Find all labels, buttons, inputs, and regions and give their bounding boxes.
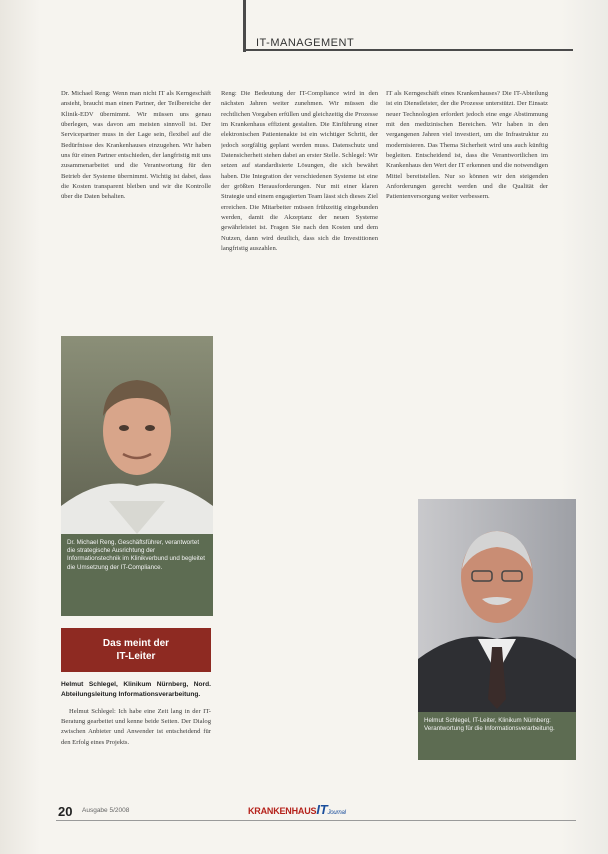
paragraph: Helmut Schlegel: Ich habe eine Zeit lang in der IT-Beratung gearbeitet und kenne beide Seiten. Der Dialog zwischen Anbieter und Anwender ist entscheidend für den Erfolg eines Projekts. — [61, 707, 211, 746]
brand-tail: Journal — [327, 810, 346, 816]
sidebar-title-line-1: Das meint der — [102, 638, 170, 649]
portrait-photo-reng — [61, 336, 213, 534]
photo-caption-2: Helmut Schlegel, IT-Leiter, Klinikum Nürnberg: Verantwortung für die Informationsverarbeitung. — [418, 712, 576, 760]
issue-label: Ausgabe 5/2008 — [82, 807, 130, 814]
paragraph: Reng: Die Bedeutung der IT-Compliance wird in den nächsten Jahren weiter zunehmen. Wir müssen die rechtlichen Vorgaben erfüllen und gleichzeitig die Prozesse im Krankenhaus effizient gestalten. Die Einführung einer elektronischen Patientenakte ist ein wichtiger Schritt, der jedoch sorgfältig geplant werden muss. Datenschutz und Datensicherheit stehen dabei an erster Stelle. Schlegel: Wir setzen auf standardisierte Lösungen, die sich bewährt haben. Die Integration der verschiedenen Systeme ist eine der größten Herausforderungen. Nur mit einer klaren Strategie und einem engagierten Team lässt sich dieses Ziel erreichen. Die Mitarbeiter müssen frühzeitig eingebunden werden, damit die Akzeptanz der neuen Systeme gewährleistet ist. Fragen Sie nach den Kosten und dem Nutzen, dann wird deutlich, dass sich die Investitionen langfristig auszahlen. — [221, 90, 378, 253]
paragraph: Dr. Michael Reng: Wenn man nicht IT als Kerngeschäft ansieht, braucht man einen Partner, der Teilbereiche der Klinik-EDV übernimmt. Wir müssen uns genau überlegen, was davon am meisten sinnvoll ist. Der Servicepartner muss in der Lage sein, flexibel auf die Bedürfnisse des Krankenhauses einzugehen. Wir haben uns für einen Partner entschieden, der langfristig mit uns zusammenarbeitet und die Verantwortung für den Betrieb der Systeme übernimmt. Wichtig ist dabei, dass die Kosten transparent bleiben und wir die Kontrolle über die Daten behalten. — [61, 90, 211, 201]
photo-caption-1: Dr. Michael Reng, Geschäftsführer, verantwortet die strategische Ausrichtung der Informationstechnik im Klinikverbund und begleitet die Umsetzung der IT-Compliance. — [61, 534, 213, 616]
article-column-1-bottom — [61, 680, 211, 840]
sidebar-title-box — [61, 628, 211, 672]
footer-rule — [56, 820, 576, 821]
header-rule-vertical — [243, 0, 246, 52]
sidebar-lead: Helmut Schlegel, Klinikum Nürnberg, Nord. Abteilungsleitung Informationsverarbeitung. — [61, 681, 211, 699]
paragraph: IT als Kerngeschäft eines Krankenhauses? Die IT-Abteilung ist ein Dienstleister, der die Prozesse unterstützt. Der Einsatz neuer Technologien erfordert jedoch eine enge Abstimmung mit den medizinischen Bereichen. Wir haben in den vergangenen Jahren viel investiert, um die Infrastruktur zu modernisieren. Das Thema Sicherheit wird uns auch künftig begleiten. Entscheidend ist, dass die Verantwortlichen im Krankenhaus den Wert der IT erkennen und die notwendigen Mittel bereitstellen. Nur so können wir den steigenden Anforderungen gerecht werden und die Qualität der Patientenversorgung weiter verbessern. — [386, 90, 548, 201]
brand-main: KRANKENHAUS — [248, 806, 317, 816]
article-column-1-top — [61, 89, 211, 329]
header-rule-horizontal — [243, 49, 573, 51]
sidebar-title-line-2: IT-Leiter — [116, 651, 156, 662]
page-number: 20 — [58, 804, 73, 819]
article-column-3 — [386, 89, 548, 491]
article-column-2 — [221, 89, 378, 841]
brand-it: IT — [316, 802, 328, 817]
section-title: IT-MANAGEMENT — [256, 37, 355, 49]
brand-logo — [248, 802, 346, 817]
portrait-photo-schlegel — [418, 499, 576, 712]
